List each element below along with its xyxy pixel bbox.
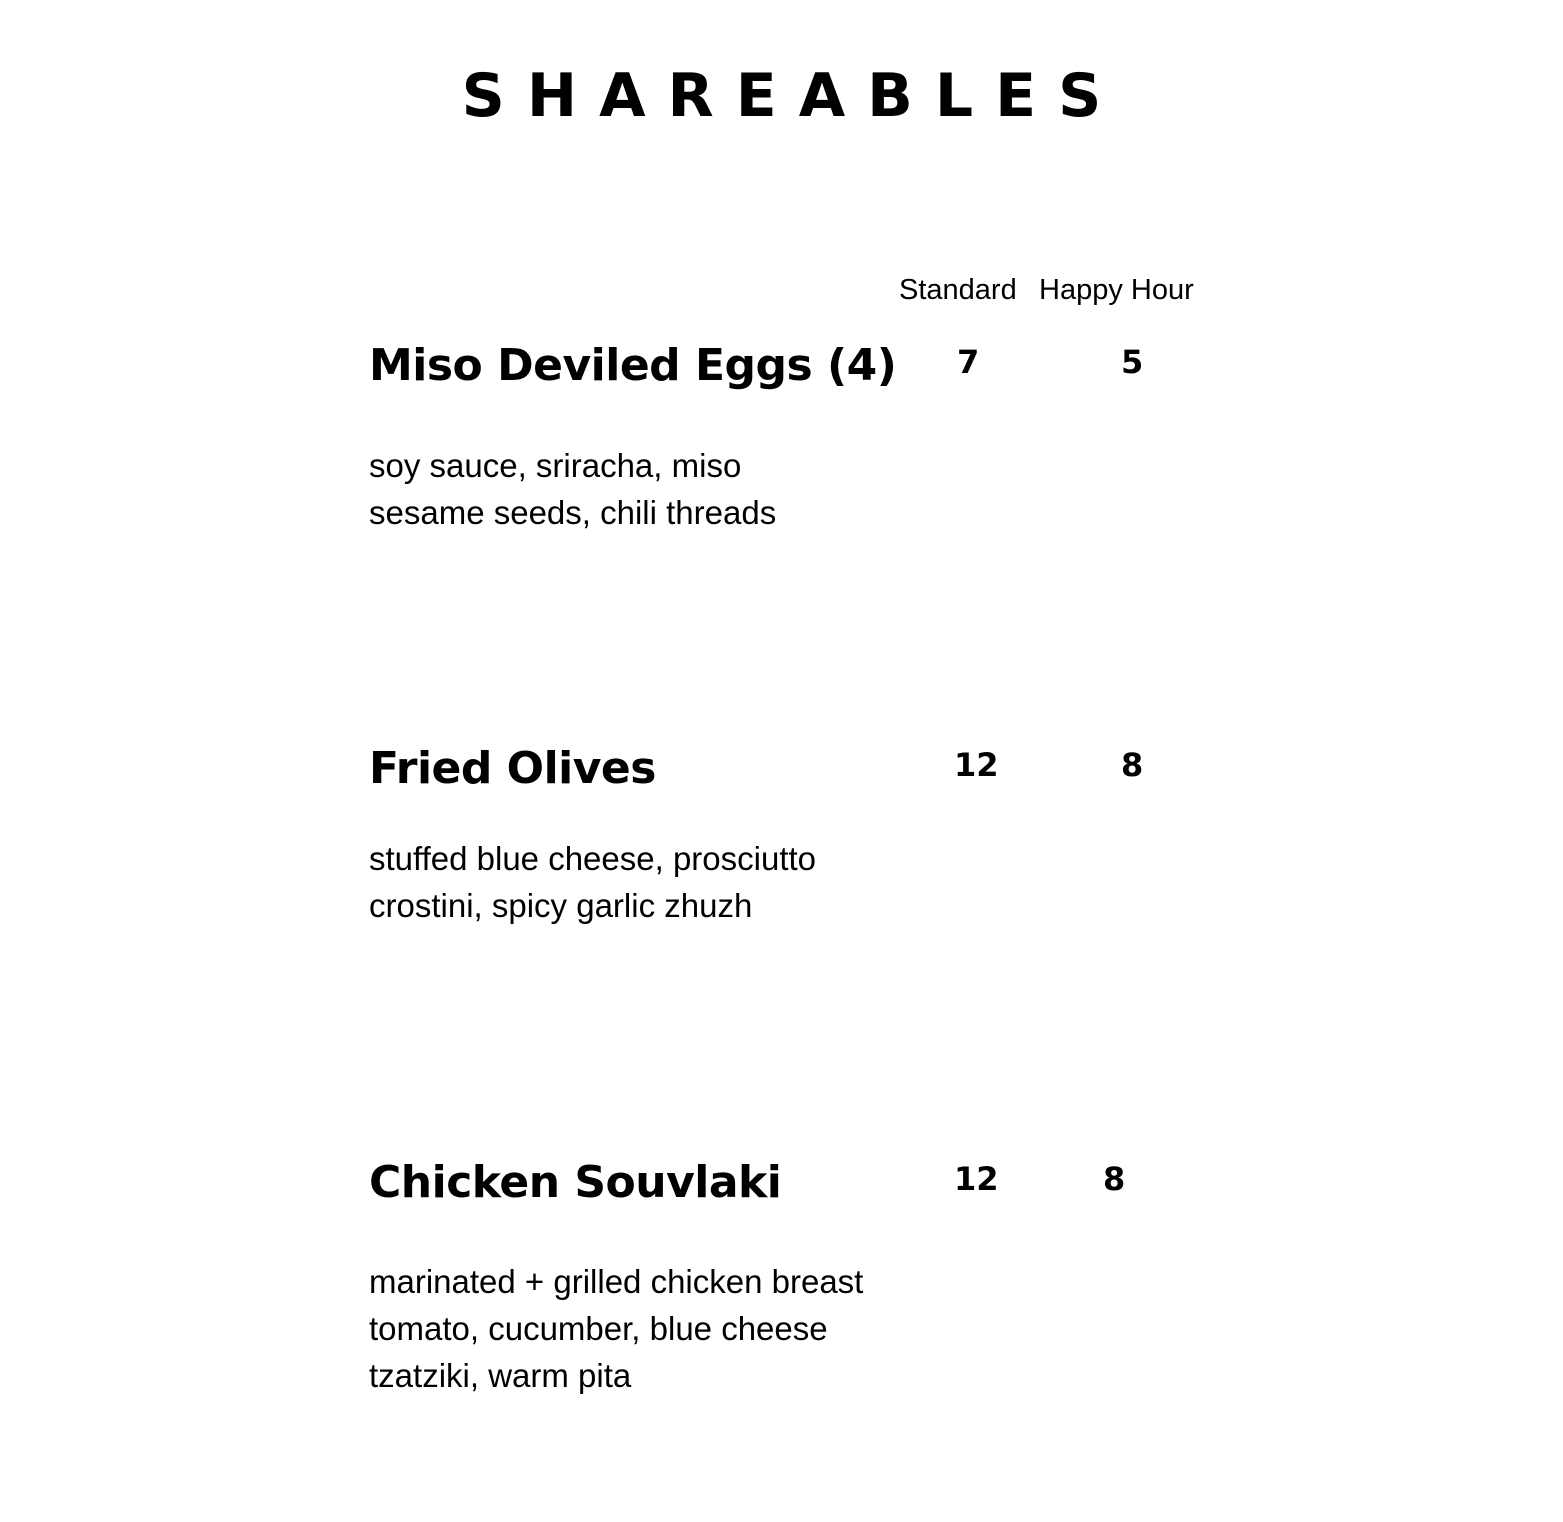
item-description	[369, 442, 776, 536]
item-name: Miso Deviled Eggs (4)	[369, 340, 897, 391]
happy-hour-price: 8	[1121, 746, 1144, 784]
description-line: sesame seeds, chili threads	[369, 494, 777, 531]
happy-hour-price: 5	[1121, 343, 1144, 381]
description-line: tzatziki, warm pita	[369, 1357, 632, 1394]
description-line: stuffed blue cheese, prosciutto	[369, 840, 817, 877]
happy-hour-price: 8	[1103, 1160, 1126, 1198]
column-header-standard: Standard	[899, 274, 1017, 306]
item-name: Chicken Souvlaki	[369, 1157, 782, 1208]
item-name: Fried Olives	[369, 743, 656, 794]
column-header-happy-hour: Happy Hour	[1039, 274, 1194, 306]
description-line: tomato, cucumber, blue cheese	[369, 1310, 828, 1347]
item-description	[369, 1258, 863, 1399]
standard-price: 12	[954, 746, 999, 784]
description-line: crostini, spicy garlic zhuzh	[369, 887, 753, 924]
description-line: soy sauce, sriracha, miso	[369, 447, 742, 484]
standard-price: 7	[957, 343, 980, 381]
standard-price: 12	[954, 1160, 999, 1198]
description-line: marinated + grilled chicken breast	[369, 1263, 864, 1300]
menu-title: SHAREABLES	[461, 61, 1124, 131]
item-description	[369, 835, 816, 929]
